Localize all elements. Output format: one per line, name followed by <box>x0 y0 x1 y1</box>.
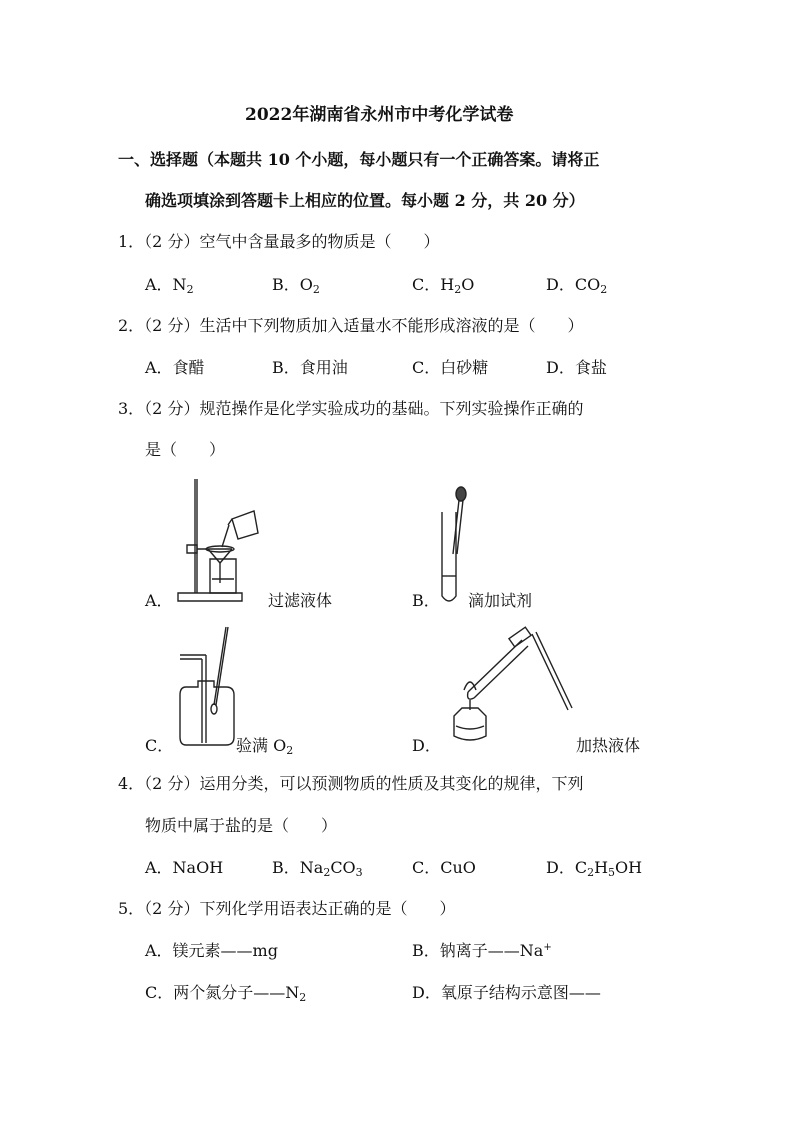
section-header-line1: 一、选择题（本题共 10 个小题，每小题只有一个正确答案。请将正 <box>118 150 600 169</box>
q4-stem-line1: 4．（2 分）运用分类，可以预测物质的性质及其变化的规律，下列 <box>118 774 584 793</box>
q4-option-b[interactable]: B．$Na_2CO_3$ <box>272 858 363 879</box>
q3-option-d-label[interactable]: D． <box>412 736 441 755</box>
q1-option-b[interactable]: B．$O_2$ <box>272 275 320 296</box>
q3-stem-line2: 是（ ） <box>145 440 226 459</box>
oxygen-bottle-figure <box>176 625 238 751</box>
q2-option-b[interactable]: B．食用油 <box>272 358 348 377</box>
q5-option-d[interactable]: D．氧原子结构示意图—— <box>412 983 601 1002</box>
q2-option-d[interactable]: D．食盐 <box>546 358 607 377</box>
q3-option-a-label[interactable]: A． <box>145 591 173 610</box>
heating-liquid-figure <box>440 624 576 752</box>
q5-stem: 5．（2 分）下列化学用语表达正确的是（ ） <box>118 899 456 918</box>
q4-option-d[interactable]: D．$C_2H_5OH$ <box>546 858 643 879</box>
q4-stem-line2: 物质中属于盐的是（ ） <box>145 816 338 835</box>
q1-option-c[interactable]: C．$H_2O$ <box>412 275 475 296</box>
q2-option-a[interactable]: A．食醋 <box>145 358 205 377</box>
q5-option-b[interactable]: B．钠离子——Na+ <box>412 941 552 960</box>
exam-title: 2022年湖南省永州市中考化学试卷 <box>245 105 514 125</box>
q4-option-c[interactable]: C．CuO <box>412 858 476 877</box>
q1-option-a[interactable]: A．$N_2$ <box>145 275 194 296</box>
q4-option-a[interactable]: A．NaOH <box>145 858 224 877</box>
dropper-test-tube-figure <box>436 484 472 608</box>
q3-option-b-label[interactable]: B． <box>412 591 440 610</box>
q3-option-c-label[interactable]: C． <box>145 736 174 755</box>
q3-stem-line1: 3．（2 分）规范操作是化学实验成功的基础。下列实验操作正确的 <box>118 399 584 418</box>
q5-option-a[interactable]: A．镁元素——mg <box>145 941 278 960</box>
q3-option-d-caption: 加热液体 <box>576 736 641 755</box>
q3-option-c-caption: 验满 $O_2$ <box>236 736 294 757</box>
q2-stem: 2．（2 分）生活中下列物质加入适量水不能形成溶液的是（ ） <box>118 316 584 335</box>
section-header-line2: 确选项填涂到答题卡上相应的位置。每小题 2 分，共 20 分） <box>145 191 585 210</box>
q1-stem: 1．（2 分）空气中含量最多的物质是（ ） <box>118 232 440 251</box>
q2-option-c[interactable]: C．白砂糖 <box>412 358 489 377</box>
filtration-apparatus-figure <box>172 475 272 607</box>
q3-option-b-caption: 滴加试剂 <box>468 591 533 610</box>
q5-option-c[interactable]: C．两个氮分子$——N_2$ <box>145 983 307 1004</box>
q3-option-a-caption: 过滤液体 <box>268 591 333 610</box>
q1-option-d[interactable]: D．$CO_2$ <box>546 275 608 296</box>
